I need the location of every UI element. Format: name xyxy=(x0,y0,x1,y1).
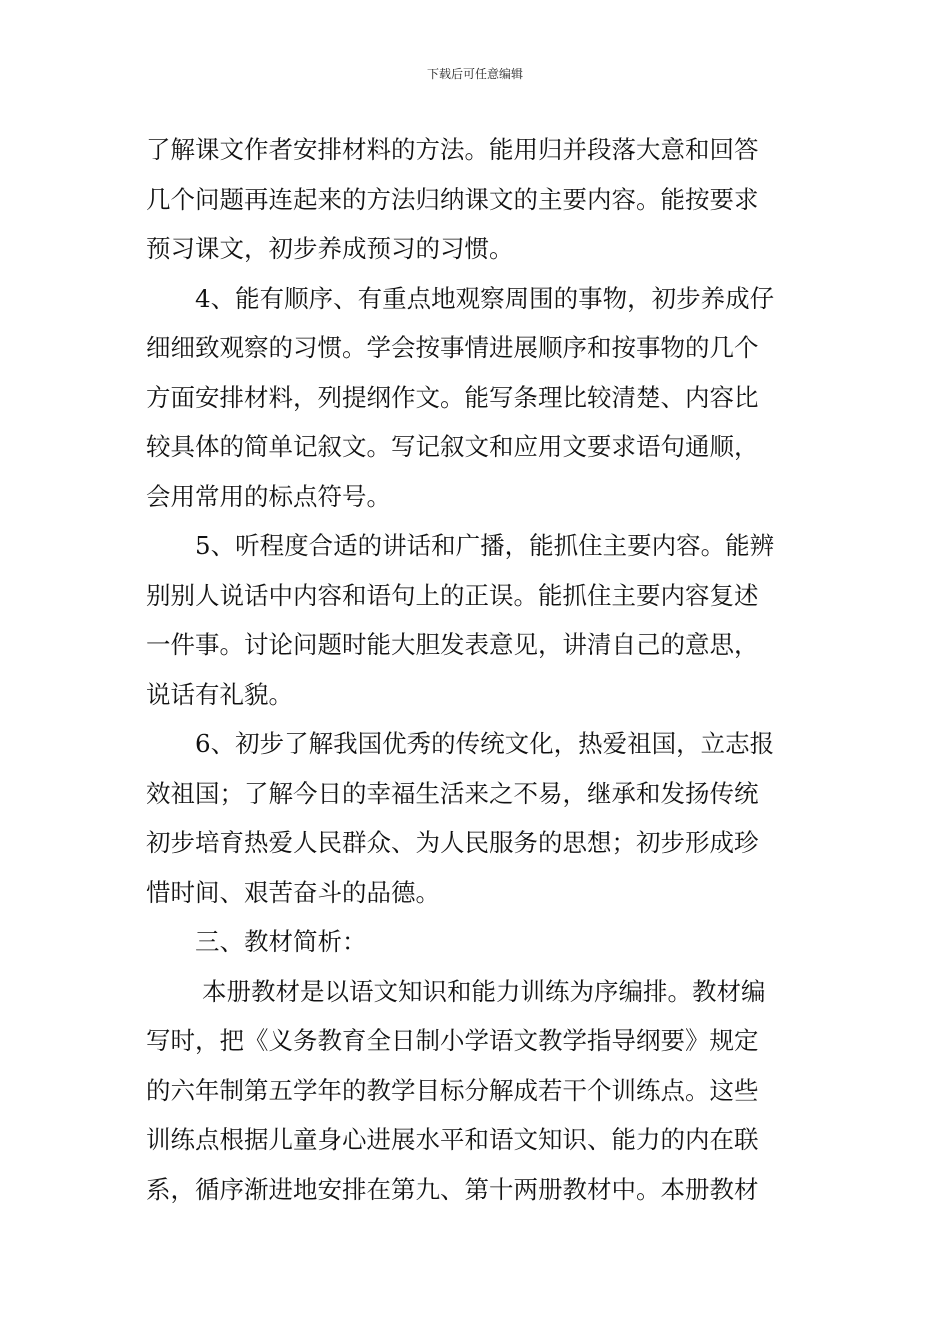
text-line: 惜时间、艰苦奋斗的品德。 xyxy=(146,877,440,907)
text-line: 较具体的简单记叙文。写记叙文和应用文要求语句通顺， xyxy=(146,432,759,461)
text-line: 效祖国；了解今日的幸福生活来之不易，继承和发扬传统 xyxy=(146,778,759,808)
text-line: 别别人说话中内容和语句上的正误。能抓住主要内容复述 xyxy=(146,580,759,610)
document-body xyxy=(146,128,808,1217)
text-line: 预习课文，初步养成预习的习惯。 xyxy=(146,234,514,263)
text-line: 的六年制第五学年的教学目标分解成若干个训练点。这些 xyxy=(146,1075,759,1105)
text-line: 本册教材是以语文知识和能力训练为序编排。教材编 xyxy=(202,976,766,1006)
text-line: 了解课文作者安排材料的方法。能用归并段落大意和回答 xyxy=(146,135,759,164)
text-line: 写时，把《义务教育全日制小学语文教学指导纲要》规定 xyxy=(146,1026,759,1055)
text-line: 训练点根据儿童身心进展水平和语文知识、能力的内在联 xyxy=(146,1125,759,1154)
text-line: 一件事。讨论问题时能大胆发表意见，讲清自己的意思， xyxy=(146,630,759,659)
text-line: 细细致观察的习惯。学会按事情进展顺序和按事物的几个 xyxy=(146,333,759,362)
text-line: 5、听程度合适的讲话和广播，能抓住主要内容。能辨 xyxy=(195,531,775,560)
text-line: 几个问题再连起来的方法归纳课文的主要内容。能按要求 xyxy=(146,184,759,214)
text-line: 说话有礼貌。 xyxy=(146,679,293,709)
text-line: 4、能有顺序、有重点地观察周围的事物，初步养成仔 xyxy=(195,283,775,313)
text-line: 初步培育热爱人民群众、为人民服务的思想；初步形成珍 xyxy=(146,828,759,857)
text-line: 6、初步了解我国优秀的传统文化，热爱祖国，立志报 xyxy=(195,729,775,758)
text-line: 系，循序渐进地安排在第九、第十两册教材中。本册教材 xyxy=(146,1174,759,1204)
page-header: 下载后可任意编辑 xyxy=(426,67,523,81)
text-line: 方面安排材料，列提纲作文。能写条理比较清楚、内容比 xyxy=(146,382,759,412)
section-heading: 三、教材简析： xyxy=(195,927,367,956)
text-line: 会用常用的标点符号。 xyxy=(146,481,391,511)
